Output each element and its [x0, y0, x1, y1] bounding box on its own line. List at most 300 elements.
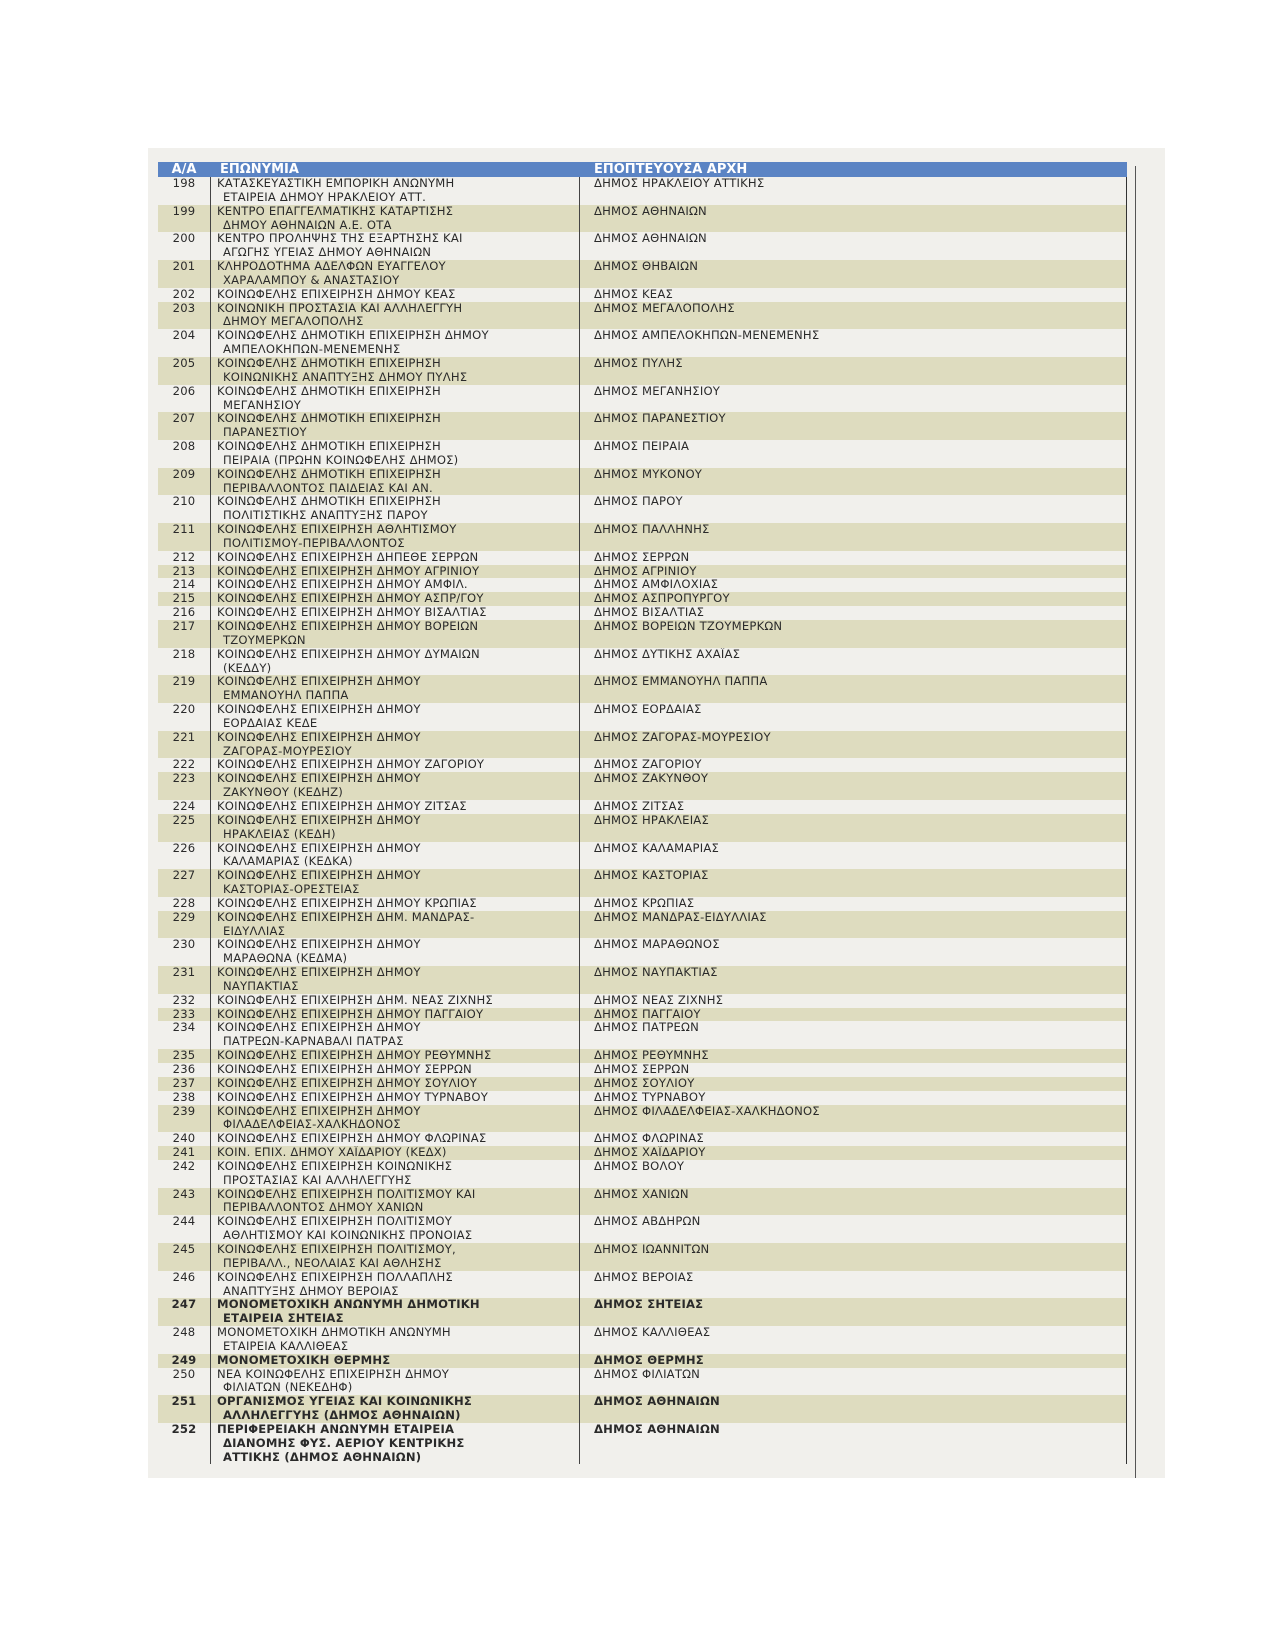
- row-authority: ΔΗΜΟΣ ΜΑΡΑΘΩΝΟΣ: [594, 938, 720, 952]
- row-name-line: ΠΕΡΙΒΑΛΛΟΝΤΟΣ ΠΑΙΔΕΙΑΣ ΚΑΙ ΑΝ.: [223, 480, 433, 495]
- row-name-line: ΗΡΑΚΛΕΙΑΣ (ΚΕΔΗ): [223, 826, 336, 841]
- row-num: 209: [172, 466, 196, 481]
- row-name-line: ΚΟΙΝΩΦΕΛΗΣ ΕΠΙΧΕΙΡΗΣΗ ΔΗΠΕΘΕ ΣΕΡΡΩΝ: [217, 550, 479, 564]
- row-name-line: ΚΟΙΝΩΦΕΛΗΣ ΕΠΙΧΕΙΡΗΣΗ ΔΗΜΟΥ: [217, 966, 421, 980]
- table-row: [158, 592, 1126, 606]
- row-name: [210, 1105, 580, 1133]
- row-num: 229: [172, 909, 196, 924]
- row-authority: ΔΗΜΟΣ ΦΛΩΡΙΝΑΣ: [594, 1132, 704, 1146]
- row-authority: ΔΗΜΟΣ ΙΩΑΝΝΙΤΩΝ: [594, 1242, 710, 1256]
- row-name: [210, 1077, 580, 1091]
- table-row: [158, 1395, 1126, 1423]
- table-row: [158, 675, 1126, 703]
- table-row: [158, 260, 1126, 288]
- row-name-line: ΚΟΙΝΩΦΕΛΗΣ ΔΗΜΟΤΙΚΗ ΕΠΙΧΕΙΡΗΣΗ: [217, 412, 441, 426]
- row-name-line: ΠΡΟΣΤΑΣΙΑΣ ΚΑΙ ΑΛΛΗΛΕΓΓΥΗΣ: [223, 1172, 412, 1187]
- row-name: [210, 703, 580, 731]
- row-authority: ΔΗΜΟΣ ΠΑΛΛΗΝΗΣ: [594, 523, 710, 537]
- row-name: [210, 1091, 580, 1105]
- row-name: [210, 1049, 580, 1063]
- table-row: [158, 1298, 1126, 1326]
- row-name-line: ΚΟΙΝ. ΕΠΙΧ. ΔΗΜΟΥ ΧΑΪΔΑΡΙΟΥ (ΚΕΔΧ): [217, 1146, 447, 1160]
- row-num: 223: [172, 771, 196, 786]
- row-authority: ΔΗΜΟΣ ΜΥΚΟΝΟΥ: [594, 467, 703, 481]
- row-name-line: ΚΟΙΝΩΦΕΛΗΣ ΕΠΙΧΕΙΡΗΣΗ ΠΟΛΛΑΠΛΗΣ: [217, 1270, 453, 1284]
- row-name-line: ΠΕΙΡΑΙΑ (ΠΡΩΗΝ ΚΟΙΝΩΦΕΛΗΣ ΔΗΜΟΣ): [223, 452, 459, 467]
- row-num: 244: [172, 1214, 196, 1229]
- row-name: [210, 1423, 580, 1465]
- row-name-line: ΚΟΙΝΩΦΕΛΗΣ ΕΠΙΧΕΙΡΗΣΗ ΔΗΜΟΥ ΖΙΤΣΑΣ: [217, 799, 467, 813]
- table-row: [158, 1354, 1126, 1368]
- row-name-line: ΚΟΙΝΩΦΕΛΗΣ ΔΗΜΟΤΙΚΗ ΕΠΙΧΕΙΡΗΣΗ: [217, 495, 441, 509]
- row-name-line: ΦΙΛΑΔΕΛΦΕΙΑΣ-ΧΑΛΚΗΔΟΝΟΣ: [223, 1117, 401, 1132]
- row-authority: ΔΗΜΟΣ ΣΕΡΡΩΝ: [594, 1063, 690, 1076]
- row-name: [210, 551, 580, 565]
- row-name: [210, 994, 580, 1008]
- table-row: [158, 1132, 1126, 1146]
- row-authority: ΔΗΜΟΣ ΘΗΒΑΙΩΝ: [594, 260, 699, 274]
- row-num: 251: [171, 1394, 197, 1409]
- row-num: 234: [172, 1020, 196, 1035]
- table-row: [158, 440, 1126, 468]
- row-authority: ΔΗΜΟΣ ΚΕΑΣ: [594, 287, 673, 301]
- row-name-line: ΚΟΙΝΩΦΕΛΗΣ ΕΠΙΧΕΙΡΗΣΗ ΔΗΜΟΥ ΦΛΩΡΙΝΑΣ: [217, 1132, 487, 1146]
- row-num: 221: [172, 729, 196, 744]
- row-authority: ΔΗΜΟΣ ΖΑΓΟΡΑΣ-ΜΟΥΡΕΣΙΟΥ: [594, 730, 771, 744]
- row-num: 215: [172, 591, 196, 606]
- row-authority: ΔΗΜΟΣ ΒΕΡΟΙΑΣ: [594, 1270, 694, 1284]
- row-num: 226: [172, 840, 196, 855]
- row-name: [210, 842, 580, 870]
- row-name: [210, 1188, 580, 1216]
- row-authority: ΔΗΜΟΣ ΤΥΡΝΑΒΟΥ: [594, 1090, 706, 1104]
- row-authority: ΔΗΜΟΣ ΝΑΥΠΑΚΤΙΑΣ: [594, 966, 718, 980]
- row-name-line: ΝΕΑ ΚΟΙΝΩΦΕΛΗΣ ΕΠΙΧΕΙΡΗΣΗ ΔΗΜΟΥ: [217, 1367, 450, 1381]
- row-authority: ΔΗΜΟΣ ΠΑΤΡΕΩΝ: [594, 1021, 699, 1035]
- row-authority: ΔΗΜΟΣ ΒΟΛΟΥ: [594, 1159, 685, 1173]
- row-authority: ΔΗΜΟΣ ΣΗΤΕΙΑΣ: [594, 1298, 704, 1312]
- table-row: [158, 412, 1126, 440]
- row-name: [210, 329, 580, 357]
- row-authority: ΔΗΜΟΣ ΠΥΛΗΣ: [594, 356, 683, 370]
- row-num: 230: [172, 937, 196, 952]
- row-authority: ΔΗΜΟΣ ΑΒΔΗΡΩΝ: [594, 1215, 701, 1229]
- row-authority: ΔΗΜΟΣ ΑΜΦΙΛΟΧΙΑΣ: [594, 578, 719, 592]
- row-name: [210, 620, 580, 648]
- row-name: [210, 357, 580, 385]
- row-name-line: ΑΤΤΙΚΗΣ (ΔΗΜΟΣ ΑΘΗΝΑΙΩΝ): [223, 1449, 422, 1464]
- row-name: [210, 800, 580, 814]
- table-row: [158, 205, 1126, 233]
- row-authority: ΔΗΜΟΣ ΦΙΛΙΑΤΩΝ: [594, 1367, 701, 1381]
- row-authority: ΔΗΜΟΣ ΜΕΓΑΛΟΠΟΛΗΣ: [594, 301, 735, 315]
- row-name: [210, 468, 580, 496]
- row-name: [210, 385, 580, 413]
- row-name-line: ΚΛΗΡΟΔΟΤΗΜΑ ΑΔΕΛΦΩΝ ΕΥΑΓΓΕΛΟΥ: [217, 260, 446, 274]
- table-row: [158, 302, 1126, 330]
- row-name: [210, 966, 580, 994]
- row-name: [210, 1021, 580, 1049]
- row-name-line: ΠΟΛΙΤΙΣΤΙΚΗΣ ΑΝΑΠΤΥΞΗΣ ΠΑΡΟΥ: [223, 508, 428, 523]
- table-row: [158, 1146, 1126, 1160]
- row-name: [210, 592, 580, 606]
- header-name: ΕΠΩΝΥΜΙΑ: [220, 162, 299, 177]
- row-name-line: ΝΑΥΠΑΚΤΙΑΣ: [223, 978, 299, 993]
- row-name-line: ΑΓΩΓΗΣ ΥΓΕΙΑΣ ΔΗΜΟΥ ΑΘΗΝΑΙΩΝ: [223, 245, 432, 260]
- row-name: [210, 648, 580, 676]
- row-name: [210, 1243, 580, 1271]
- row-name-line: ΚΟΙΝΩΦΕΛΗΣ ΕΠΙΧΕΙΡΗΣΗ ΠΟΛΙΤΙΣΜΟΥ,: [217, 1242, 456, 1256]
- row-name-line: (ΚΕΔΔΥ): [223, 660, 272, 675]
- row-name-line: ΚΟΙΝΩΦΕΛΗΣ ΕΠΙΧΕΙΡΗΣΗ ΔΗΜΟΥ ΡΕΘΥΜΝΗΣ: [217, 1049, 492, 1063]
- row-num: 213: [172, 563, 196, 578]
- row-num: 247: [171, 1297, 197, 1312]
- row-name-line: ΑΜΠΕΛΟΚΗΠΩΝ-ΜΕΝΕΜΕΝΗΣ: [223, 342, 401, 357]
- table-row: [158, 1368, 1126, 1396]
- table-row: [158, 177, 1126, 205]
- row-num: 220: [172, 702, 196, 717]
- entities-table: [158, 162, 1127, 1464]
- row-name-line: ΠΟΛΙΤΙΣΜΟΥ-ΠΕΡΙΒΑΛΛΟΝΤΟΣ: [223, 535, 405, 550]
- table-row: [158, 620, 1126, 648]
- row-authority: ΔΗΜΟΣ ΘΕΡΜΗΣ: [594, 1353, 704, 1367]
- row-name-line: ΖΑΓΟΡΑΣ-ΜΟΥΡΕΣΙΟΥ: [223, 743, 352, 758]
- row-name-line: ΚΟΙΝΩΦΕΛΗΣ ΕΠΙΧΕΙΡΗΣΗ ΚΟΙΝΩΝΙΚΗΣ: [217, 1159, 453, 1173]
- row-name: [210, 1132, 580, 1146]
- row-name: [210, 205, 580, 233]
- row-name: [210, 260, 580, 288]
- table-row: [158, 1105, 1126, 1133]
- row-name-line: ΚΟΙΝΩΦΕΛΗΣ ΕΠΙΧΕΙΡΗΣΗ ΔΗΜΟΥ ΑΣΠΡ/ΓΟΥ: [217, 592, 484, 606]
- row-num: 205: [172, 355, 196, 370]
- row-name: [210, 1298, 580, 1326]
- row-name: [210, 1271, 580, 1299]
- row-name-line: ΔΙΑΝΟΜΗΣ ΦΥΣ. ΑΕΡΙΟΥ ΚΕΝΤΡΙΚΗΣ: [223, 1435, 465, 1450]
- table-row: [158, 329, 1126, 357]
- row-authority: ΔΗΜΟΣ ΡΕΘΥΜΝΗΣ: [594, 1049, 709, 1063]
- row-name-line: ΚΟΙΝΩΦΕΛΗΣ ΕΠΙΧΕΙΡΗΣΗ ΔΗΜΟΥ ΖΑΓΟΡΙΟΥ: [217, 758, 485, 772]
- row-name-line: ΚΟΙΝΩΦΕΛΗΣ ΕΠΙΧΕΙΡΗΣΗ ΔΗΜΟΥ: [217, 675, 421, 689]
- row-name-line: ΑΝΑΠΤΥΞΗΣ ΔΗΜΟΥ ΒΕΡΟΙΑΣ: [223, 1283, 399, 1298]
- table-row: [158, 1049, 1126, 1063]
- row-name-line: ΚΟΙΝΩΝΙΚΗΣ ΑΝΑΠΤΥΞΗΣ ΔΗΜΟΥ ΠΥΛΗΣ: [223, 369, 468, 384]
- row-name-line: ΚΟΙΝΩΦΕΛΗΣ ΕΠΙΧΕΙΡΗΣΗ ΔΗΜΟΥ ΔΥΜΑΙΩΝ: [217, 647, 480, 661]
- row-name-line: ΚΟΙΝΩΦΕΛΗΣ ΕΠΙΧΕΙΡΗΣΗ ΔΗΜ. ΜΑΝΔΡΑΣ-: [217, 910, 475, 924]
- row-num: 242: [172, 1158, 196, 1173]
- row-authority: ΔΗΜΟΣ ΣΕΡΡΩΝ: [594, 550, 690, 564]
- row-name-line: ΑΘΛΗΤΙΣΜΟΥ ΚΑΙ ΚΟΙΝΩΝΙΚΗΣ ΠΡΟΝΟΙΑΣ: [223, 1228, 473, 1243]
- row-num: 210: [172, 494, 196, 509]
- table-row: [158, 1215, 1126, 1243]
- row-name-line: ΚΑΣΤΟΡΙΑΣ-ΟΡΕΣΤΕΙΑΣ: [223, 882, 360, 897]
- row-num: 207: [172, 411, 196, 426]
- row-authority: ΔΗΜΟΣ ΑΘΗΝΑΙΩΝ: [594, 1422, 720, 1436]
- table-row: [158, 578, 1126, 592]
- row-name: [210, 1354, 580, 1368]
- row-num: 246: [172, 1269, 196, 1284]
- row-name: [210, 440, 580, 468]
- row-num: 217: [172, 619, 196, 633]
- row-name-line: ΕΤΑΙΡΕΙΑ ΔΗΜΟΥ ΗΡΑΚΛΕΙΟΥ ΑΤΤ.: [223, 189, 427, 204]
- row-name: [210, 1326, 580, 1354]
- row-name-line: ΚΟΙΝΩΦΕΛΗΣ ΕΠΙΧΕΙΡΗΣΗ ΔΗΜΟΥ: [217, 772, 421, 786]
- row-name-line: ΚΟΙΝΩΦΕΛΗΣ ΕΠΙΧΕΙΡΗΣΗ ΔΗΜΟΥ: [217, 1021, 421, 1035]
- row-name-line: ΚΟΙΝΩΦΕΛΗΣ ΕΠΙΧΕΙΡΗΣΗ ΔΗΜ. ΝΕΑΣ ΖΙΧΝΗΣ: [217, 993, 493, 1007]
- row-name: [210, 869, 580, 897]
- page-rule: [1135, 166, 1136, 1478]
- table-row: [158, 842, 1126, 870]
- row-authority: ΔΗΜΟΣ ΠΑΡΑΝΕΣΤΙΟΥ: [594, 412, 726, 426]
- row-name: [210, 938, 580, 966]
- row-name-line: ΜΟΝΟΜΕΤΟΧΙΚΗ ΘΕΡΜΗΣ: [217, 1353, 391, 1367]
- row-num: 208: [172, 439, 196, 454]
- row-name-line: ΠΕΡΙΒΑΛΛΟΝΤΟΣ ΔΗΜΟΥ ΧΑΝΙΩΝ: [223, 1200, 424, 1215]
- row-authority: ΔΗΜΟΣ ΕΜΜΑΝΟΥΗΛ ΠΑΠΠΑ: [594, 675, 768, 689]
- row-authority: ΔΗΜΟΣ ΒΙΣΑΛΤΙΑΣ: [594, 606, 705, 620]
- row-authority: ΔΗΜΟΣ ΑΘΗΝΑΙΩΝ: [594, 1395, 720, 1409]
- row-name: [210, 731, 580, 759]
- header-num: Α/Α: [171, 162, 197, 177]
- row-num: 228: [172, 895, 196, 910]
- row-num: 214: [172, 577, 196, 592]
- row-name-line: ΠΑΤΡΕΩΝ-ΚΑΡΝΑΒΑΛΙ ΠΑΤΡΑΣ: [223, 1034, 404, 1049]
- row-name-line: ΚΟΙΝΩΦΕΛΗΣ ΕΠΙΧΕΙΡΗΣΗ ΔΗΜΟΥ: [217, 869, 421, 883]
- row-name-line: ΚΟΙΝΩΦΕΛΗΣ ΕΠΙΧΕΙΡΗΣΗ ΔΗΜΟΥ: [217, 938, 421, 952]
- row-authority: ΔΗΜΟΣ ΕΟΡΔΑΙΑΣ: [594, 703, 702, 717]
- row-name-line: ΚΟΙΝΩΦΕΛΗΣ ΕΠΙΧΕΙΡΗΣΗ ΔΗΜΟΥ ΚΡΩΠΙΑΣ: [217, 896, 477, 910]
- row-num: 203: [172, 300, 196, 315]
- row-name: [210, 177, 580, 205]
- row-authority: ΔΗΜΟΣ ΚΑΛΑΜΑΡΙΑΣ: [594, 841, 719, 855]
- row-name: [210, 232, 580, 260]
- row-name: [210, 1063, 580, 1077]
- row-num: 218: [172, 646, 196, 661]
- row-num: 204: [172, 328, 196, 343]
- table-row: [158, 814, 1126, 842]
- table-row: [158, 565, 1126, 579]
- row-num: 222: [172, 757, 196, 772]
- row-authority: ΔΗΜΟΣ ΧΑΝΙΩΝ: [594, 1187, 689, 1201]
- row-name: [210, 1215, 580, 1243]
- row-authority: ΔΗΜΟΣ ΝΕΑΣ ΖΙΧΝΗΣ: [594, 993, 724, 1007]
- row-name-line: ΔΗΜΟΥ ΜΕΓΑΛΟΠΟΛΗΣ: [223, 314, 364, 329]
- row-authority: ΔΗΜΟΣ ΗΡΑΚΛΕΙΟΥ ΑΤΤΙΚΗΣ: [594, 177, 765, 190]
- table-row: [158, 523, 1126, 551]
- table-row: [158, 357, 1126, 385]
- row-name: [210, 1368, 580, 1396]
- row-name-line: ΕΟΡΔΑΙΑΣ ΚΕΔΕ: [223, 715, 318, 730]
- row-num: 201: [172, 259, 196, 274]
- row-name-line: ΚΟΙΝΩΦΕΛΗΣ ΕΠΙΧΕΙΡΗΣΗ ΑΘΛΗΤΙΣΜΟΥ: [217, 523, 457, 537]
- row-authority: ΔΗΜΟΣ ΑΜΠΕΛΟΚΗΠΩΝ-ΜΕΝΕΜΕΝΗΣ: [594, 329, 820, 343]
- table-row: [158, 897, 1126, 911]
- scanned-page: [148, 148, 1165, 1478]
- row-name-line: ΚΟΙΝΩΦΕΛΗΣ ΕΠΙΧΕΙΡΗΣΗ ΔΗΜΟΥ ΣΕΡΡΩΝ: [217, 1063, 472, 1076]
- table-row: [158, 1160, 1126, 1188]
- row-name-line: ΚΟΙΝΩΦΕΛΗΣ ΕΠΙΧΕΙΡΗΣΗ ΠΟΛΙΤΙΣΜΟΥ: [217, 1215, 453, 1229]
- row-name-line: ΚΟΙΝΩΦΕΛΗΣ ΔΗΜΟΤΙΚΗ ΕΠΙΧΕΙΡΗΣΗ: [217, 384, 441, 398]
- table-row: [158, 772, 1126, 800]
- table-row: [158, 1063, 1126, 1077]
- table-row: [158, 731, 1126, 759]
- row-name-line: ΚΟΙΝΩΦΕΛΗΣ ΕΠΙΧΕΙΡΗΣΗ ΔΗΜΟΥ ΑΜΦΙΛ.: [217, 578, 468, 592]
- row-name-line: ΤΖΟΥΜΕΡΚΩΝ: [223, 632, 306, 647]
- row-authority: ΔΗΜΟΣ ΑΘΗΝΑΙΩΝ: [594, 204, 707, 218]
- row-name-line: ΚΟΙΝΩΦΕΛΗΣ ΕΠΙΧΕΙΡΗΣΗ ΔΗΜΟΥ: [217, 1104, 421, 1118]
- table-row: [158, 468, 1126, 496]
- table-row: [158, 703, 1126, 731]
- row-name-line: ΟΡΓΑΝΙΣΜΟΣ ΥΓΕΙΑΣ ΚΑΙ ΚΟΙΝΩΝΙΚΗΣ: [217, 1395, 472, 1409]
- table-row: [158, 994, 1126, 1008]
- row-name-line: ΕΙΔΥΛΛΙΑΣ: [223, 923, 286, 938]
- row-num: 238: [172, 1089, 196, 1104]
- row-num: 249: [171, 1352, 197, 1367]
- row-name: [210, 412, 580, 440]
- row-num: 224: [172, 798, 196, 813]
- row-num: 237: [172, 1075, 196, 1090]
- row-authority: ΔΗΜΟΣ ΦΙΛΑΔΕΛΦΕΙΑΣ-ΧΑΛΚΗΔΟΝΟΣ: [594, 1104, 820, 1118]
- table-row: [158, 911, 1126, 939]
- row-name-line: ΚΟΙΝΩΦΕΛΗΣ ΔΗΜΟΤΙΚΗ ΕΠΙΧΕΙΡΗΣΗ: [217, 467, 441, 481]
- row-num: 240: [172, 1131, 196, 1146]
- row-name-line: ΑΛΛΗΛΕΓΓΥΗΣ (ΔΗΜΟΣ ΑΘΗΝΑΙΩΝ): [223, 1408, 461, 1423]
- table-row: [158, 938, 1126, 966]
- row-name: [210, 772, 580, 800]
- table-row: [158, 232, 1126, 260]
- row-authority: ΔΗΜΟΣ ΧΑΪΔΑΡΙΟΥ: [594, 1146, 706, 1160]
- row-name-line: ΕΤΑΙΡΕΙΑ ΣΗΤΕΙΑΣ: [223, 1311, 344, 1326]
- row-name: [210, 578, 580, 592]
- table-row: [158, 1091, 1126, 1105]
- row-name-line: ΚΟΙΝΩΦΕΛΗΣ ΕΠΙΧΕΙΡΗΣΗ ΔΗΜΟΥ: [217, 813, 421, 827]
- row-name: [210, 758, 580, 772]
- row-name: [210, 911, 580, 939]
- row-name-line: ΖΑΚΥΝΘΟΥ (ΚΕΔΗΖ): [223, 785, 344, 800]
- table-row: [158, 385, 1126, 413]
- row-authority: ΔΗΜΟΣ ΚΑΛΛΙΘΕΑΣ: [594, 1326, 711, 1340]
- row-name-line: ΚΟΙΝΩΦΕΛΗΣ ΕΠΙΧΕΙΡΗΣΗ ΔΗΜΟΥ ΑΓΡΙΝΙΟΥ: [217, 564, 480, 578]
- row-authority: ΔΗΜΟΣ ΣΟΥΛΙΟΥ: [594, 1076, 695, 1090]
- table-row: [158, 1243, 1126, 1271]
- row-name: [210, 495, 580, 523]
- row-num: 219: [172, 674, 196, 689]
- table-row: [158, 1188, 1126, 1216]
- row-name-line: ΚΟΙΝΩΦΕΛΗΣ ΔΗΜΟΤΙΚΗ ΕΠΙΧΕΙΡΗΣΗ: [217, 440, 441, 454]
- row-num: 199: [172, 203, 196, 218]
- table-row: [158, 288, 1126, 302]
- table-row: [158, 551, 1126, 565]
- table-row: [158, 1008, 1126, 1022]
- row-num: 206: [172, 383, 196, 398]
- row-num: 225: [172, 812, 196, 827]
- table-header: [158, 162, 1127, 177]
- row-authority: ΔΗΜΟΣ ΠΑΡΟΥ: [594, 495, 683, 509]
- row-num: 235: [172, 1048, 196, 1063]
- row-authority: ΔΗΜΟΣ ΚΑΣΤΟΡΙΑΣ: [594, 869, 709, 883]
- row-name-line: ΚΟΙΝΩΦΕΛΗΣ ΕΠΙΧΕΙΡΗΣΗ ΠΟΛΙΤΙΣΜΟΥ ΚΑΙ: [217, 1187, 476, 1201]
- row-name: [210, 1395, 580, 1423]
- row-name-line: ΚΕΝΤΡΟ ΠΡΟΛΗΨΗΣ ΤΗΣ ΕΞΑΡΤΗΣΗΣ ΚΑΙ: [217, 232, 463, 246]
- row-name: [210, 302, 580, 330]
- row-name-line: ΦΙΛΙΑΤΩΝ (ΝΕΚΕΔΗΦ): [223, 1380, 353, 1395]
- row-name: [210, 1160, 580, 1188]
- row-name-line: ΚΟΙΝΩΦΕΛΗΣ ΕΠΙΧΕΙΡΗΣΗ ΔΗΜΟΥ ΣΟΥΛΙΟΥ: [217, 1076, 478, 1090]
- row-name-line: ΚΟΙΝΩΦΕΛΗΣ ΕΠΙΧΕΙΡΗΣΗ ΔΗΜΟΥ ΒΟΡΕΙΩΝ: [217, 620, 479, 633]
- row-authority: ΔΗΜΟΣ ΖΑΚΥΝΘΟΥ: [594, 772, 709, 786]
- row-authority: ΔΗΜΟΣ ΜΑΝΔΡΑΣ-ΕΙΔΥΛΛΙΑΣ: [594, 910, 767, 924]
- table-row: [158, 758, 1126, 772]
- row-name-line: ΠΑΡΑΝΕΣΤΙΟΥ: [223, 425, 307, 440]
- table-row: [158, 495, 1126, 523]
- row-authority: ΔΗΜΟΣ ΖΙΤΣΑΣ: [594, 799, 685, 813]
- row-num: 227: [172, 868, 196, 883]
- row-name-line: ΧΑΡΑΛΑΜΠΟΥ & ΑΝΑΣΤΑΣΙΟΥ: [223, 272, 400, 287]
- row-name-line: ΚΟΙΝΩΦΕΛΗΣ ΕΠΙΧΕΙΡΗΣΗ ΔΗΜΟΥ ΒΙΣΑΛΤΙΑΣ: [217, 606, 487, 620]
- row-authority: ΔΗΜΟΣ ΑΘΗΝΑΙΩΝ: [594, 232, 707, 246]
- row-name-line: ΜΕΓΑΝΗΣΙΟΥ: [223, 397, 302, 412]
- row-name: [210, 675, 580, 703]
- row-num: 211: [172, 522, 196, 537]
- row-name: [210, 1008, 580, 1022]
- row-num: 233: [172, 1006, 196, 1021]
- row-num: 198: [172, 176, 196, 190]
- row-name: [210, 814, 580, 842]
- row-num: 239: [172, 1103, 196, 1118]
- row-authority: ΔΗΜΟΣ ΠΑΓΓΑΙΟΥ: [594, 1007, 701, 1021]
- row-authority: ΔΗΜΟΣ ΑΓΡΙΝΙΟΥ: [594, 564, 697, 578]
- row-name: [210, 565, 580, 579]
- row-name-line: ΜΟΝΟΜΕΤΟΧΙΚΗ ΔΗΜΟΤΙΚΗ ΑΝΩΝΥΜΗ: [217, 1326, 451, 1340]
- row-name-line: ΜΑΡΑΘΩΝΑ (ΚΕΔΜΑ): [223, 951, 348, 966]
- table-row: [158, 1021, 1126, 1049]
- row-num: 212: [172, 549, 196, 564]
- row-num: 248: [172, 1325, 196, 1340]
- row-name-line: ΔΗΜΟΥ ΑΘΗΝΑΙΩΝ Α.Ε. ΟΤΑ: [223, 217, 392, 232]
- row-authority: ΔΗΜΟΣ ΑΣΠΡΟΠΥΡΓΟΥ: [594, 592, 730, 606]
- row-num: 202: [172, 286, 196, 301]
- table-row: [158, 966, 1126, 994]
- row-num: 243: [172, 1186, 196, 1201]
- row-authority: ΔΗΜΟΣ ΒΟΡΕΙΩΝ ΤΖΟΥΜΕΡΚΩΝ: [594, 620, 783, 633]
- row-name-line: ΚΑΤΑΣΚΕΥΑΣΤΙΚΗ ΕΜΠΟΡΙΚΗ ΑΝΩΝΥΜΗ: [217, 177, 455, 190]
- row-name-line: ΚΕΝΤΡΟ ΕΠΑΓΓΕΛΜΑΤΙΚΗΣ ΚΑΤΑΡΤΙΣΗΣ: [217, 204, 454, 218]
- table-body: [158, 177, 1127, 1464]
- table-row: [158, 1326, 1126, 1354]
- row-name-line: ΚΟΙΝΩΦΕΛΗΣ ΕΠΙΧΕΙΡΗΣΗ ΔΗΜΟΥ: [217, 703, 421, 717]
- row-num: 252: [171, 1421, 197, 1436]
- row-name: [210, 1146, 580, 1160]
- table-row: [158, 800, 1126, 814]
- table-row: [158, 648, 1126, 676]
- row-name-line: ΕΤΑΙΡΕΙΑ ΚΑΛΛΙΘΕΑΣ: [223, 1338, 349, 1353]
- table-row: [158, 1077, 1126, 1091]
- row-name-line: ΚΟΙΝΩΦΕΛΗΣ ΔΗΜΟΤΙΚΗ ΕΠΙΧΕΙΡΗΣΗ: [217, 356, 441, 370]
- row-num: 232: [172, 992, 196, 1007]
- row-num: 250: [172, 1366, 196, 1381]
- row-authority: ΔΗΜΟΣ ΔΥΤΙΚΗΣ ΑΧΑΪΑΣ: [594, 647, 741, 661]
- row-num: 231: [172, 965, 196, 980]
- table-row: [158, 869, 1126, 897]
- row-authority: ΔΗΜΟΣ ΖΑΓΟΡΙΟΥ: [594, 758, 702, 772]
- row-num: 200: [172, 231, 196, 246]
- row-name: [210, 288, 580, 302]
- row-name-line: ΚΟΙΝΩΦΕΛΗΣ ΕΠΙΧΕΙΡΗΣΗ ΔΗΜΟΥ: [217, 730, 421, 744]
- table-row: [158, 1271, 1126, 1299]
- row-authority: ΔΗΜΟΣ ΜΕΓΑΝΗΣΙΟΥ: [594, 384, 721, 398]
- row-num: 245: [172, 1241, 196, 1256]
- row-name-line: ΚΟΙΝΩΦΕΛΗΣ ΕΠΙΧΕΙΡΗΣΗ ΔΗΜΟΥ ΚΕΑΣ: [217, 287, 456, 301]
- row-num: 236: [172, 1062, 196, 1076]
